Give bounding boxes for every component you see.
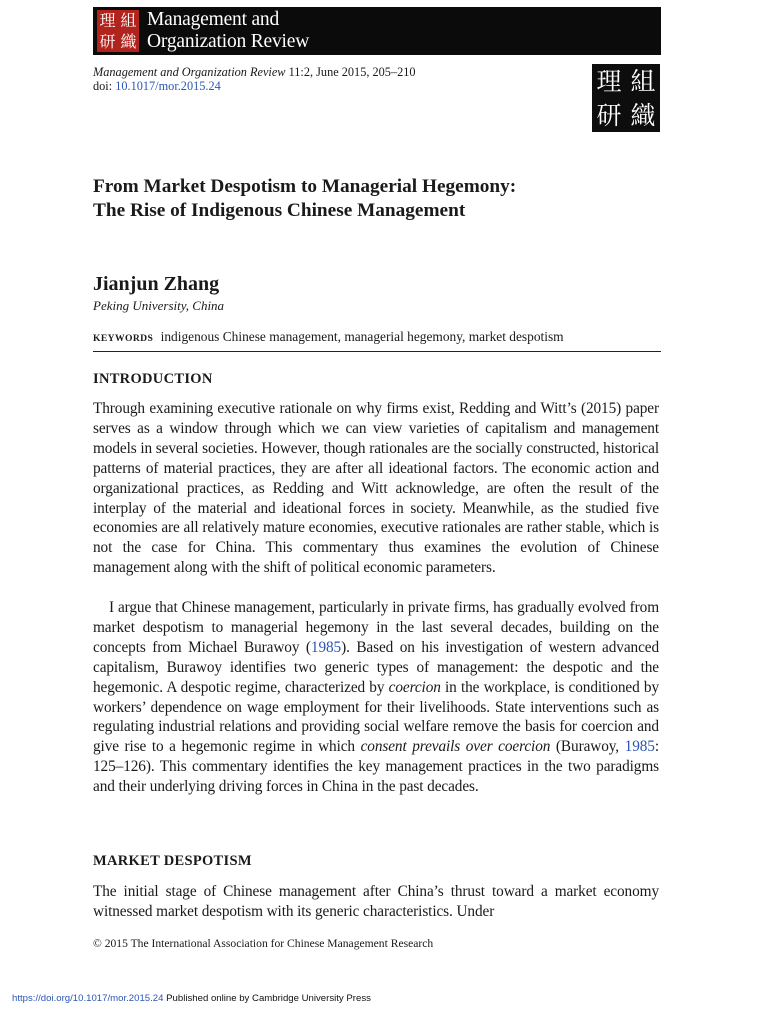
title-line2: The Rise of Indigenous Chinese Management: [93, 200, 466, 221]
seal-char: 研: [596, 100, 622, 130]
article-title: [93, 175, 673, 223]
published-online-text: Published online by Cambridge University Press: [163, 993, 371, 1004]
logo-char: 織: [120, 31, 137, 51]
logo-char: 理: [99, 10, 116, 30]
keywords-line: [93, 329, 564, 347]
journal-banner: [93, 7, 661, 55]
header-divider: [93, 351, 661, 352]
doi-label: doi:: [93, 79, 113, 93]
emphasis: consent prevails over coercion: [360, 738, 551, 756]
logo-char: 組: [120, 10, 137, 30]
citation-link[interactable]: 1985: [624, 738, 655, 756]
citation-line: [93, 65, 416, 80]
seal-char: 織: [630, 100, 656, 130]
text-run: : 125–126). This commentary identifies the key management practices in the two paradigms and their underlying driving forces in China in the past decades.: [93, 738, 660, 796]
journal-logo: [97, 10, 139, 52]
doi-link[interactable]: 10.1017/mor.2015.24: [115, 79, 221, 93]
section-heading-market-despotism: MARKET DESPOTISM: [93, 853, 252, 869]
emphasis: coercion: [388, 678, 441, 696]
journal-name-line2: Organization Review: [147, 31, 310, 52]
journal-name: [147, 9, 309, 53]
footer-doi-link[interactable]: https://doi.org/10.1017/mor.2015.24: [12, 993, 164, 1004]
author-affiliation: Peking University, China: [93, 298, 225, 313]
doi-line: [93, 79, 221, 94]
journal-name-line1: Management and: [147, 9, 280, 30]
text-run: in the workplace, is conditioned by workers’ dependence on wage employment for their livelihoods. State interventions such as regulating industrial relations and providing social welfare remove the basis for coercion and give rise to a hegemonic regime in which: [93, 678, 659, 756]
intro-paragraph-1: Through examining executive rationale on why firms exist, Redding and Witt’s (2015) paper serves as a window through which we can view varieties of capitalism and management models in several societies. However, though rationales are the socially constructed, historical patterns of material practices, they are after all ideational factors. The economic action and organizational practices, as Redding and Witt acknowledge, are often the result of the interplay of the material and ideational forces in society. Meanwhile, as the studied five economies are all relatively mature economies, executive rationales are rather stable, which is not the case for China. This commentary thus examines the evolution of Chinese management along with the shift of political economic parameters.: [93, 400, 659, 577]
text-run: (Burawoy,: [550, 738, 625, 756]
text-run: I argue that Chinese management, particularly in private firms, has gradually evolved from market despotism to managerial hegemony in the last several decades, building on the concepts from Michael Burawoy (: [93, 599, 659, 656]
citation-journal: Management and Organization Review: [93, 65, 286, 79]
journal-seal: [592, 64, 660, 132]
seal-char: 組: [630, 66, 656, 96]
logo-char: 研: [99, 31, 116, 51]
citation-volume: 11:2, June 2015, 205–210: [288, 65, 416, 79]
author-name: Jianjun Zhang: [93, 273, 220, 295]
keywords-text: indigenous Chinese management, managerial hegemony, market despotism: [160, 329, 564, 344]
copyright-notice: © 2015 The International Association for Chinese Management Research: [93, 937, 434, 950]
title-line1: From Market Despotism to Managerial Hegemony:: [93, 176, 517, 197]
section-heading-introduction: INTRODUCTION: [93, 371, 213, 387]
page-footer: [12, 993, 371, 1005]
citation-link[interactable]: 1985: [310, 638, 342, 656]
keywords-label: KEYWORDS: [93, 333, 154, 344]
seal-char: 理: [596, 66, 622, 96]
intro-paragraph-2: [93, 598, 659, 797]
market-paragraph-1: The initial stage of Chinese management after China’s thrust toward a market economy witnessed market despotism with its generic characteristics. Under: [93, 883, 659, 920]
text-run: ). Based on his investigation of western advanced capitalism, Burawoy identifies two generic types of management: the despotic and the hegemonic. A despotic regime, characterized by: [93, 638, 659, 696]
